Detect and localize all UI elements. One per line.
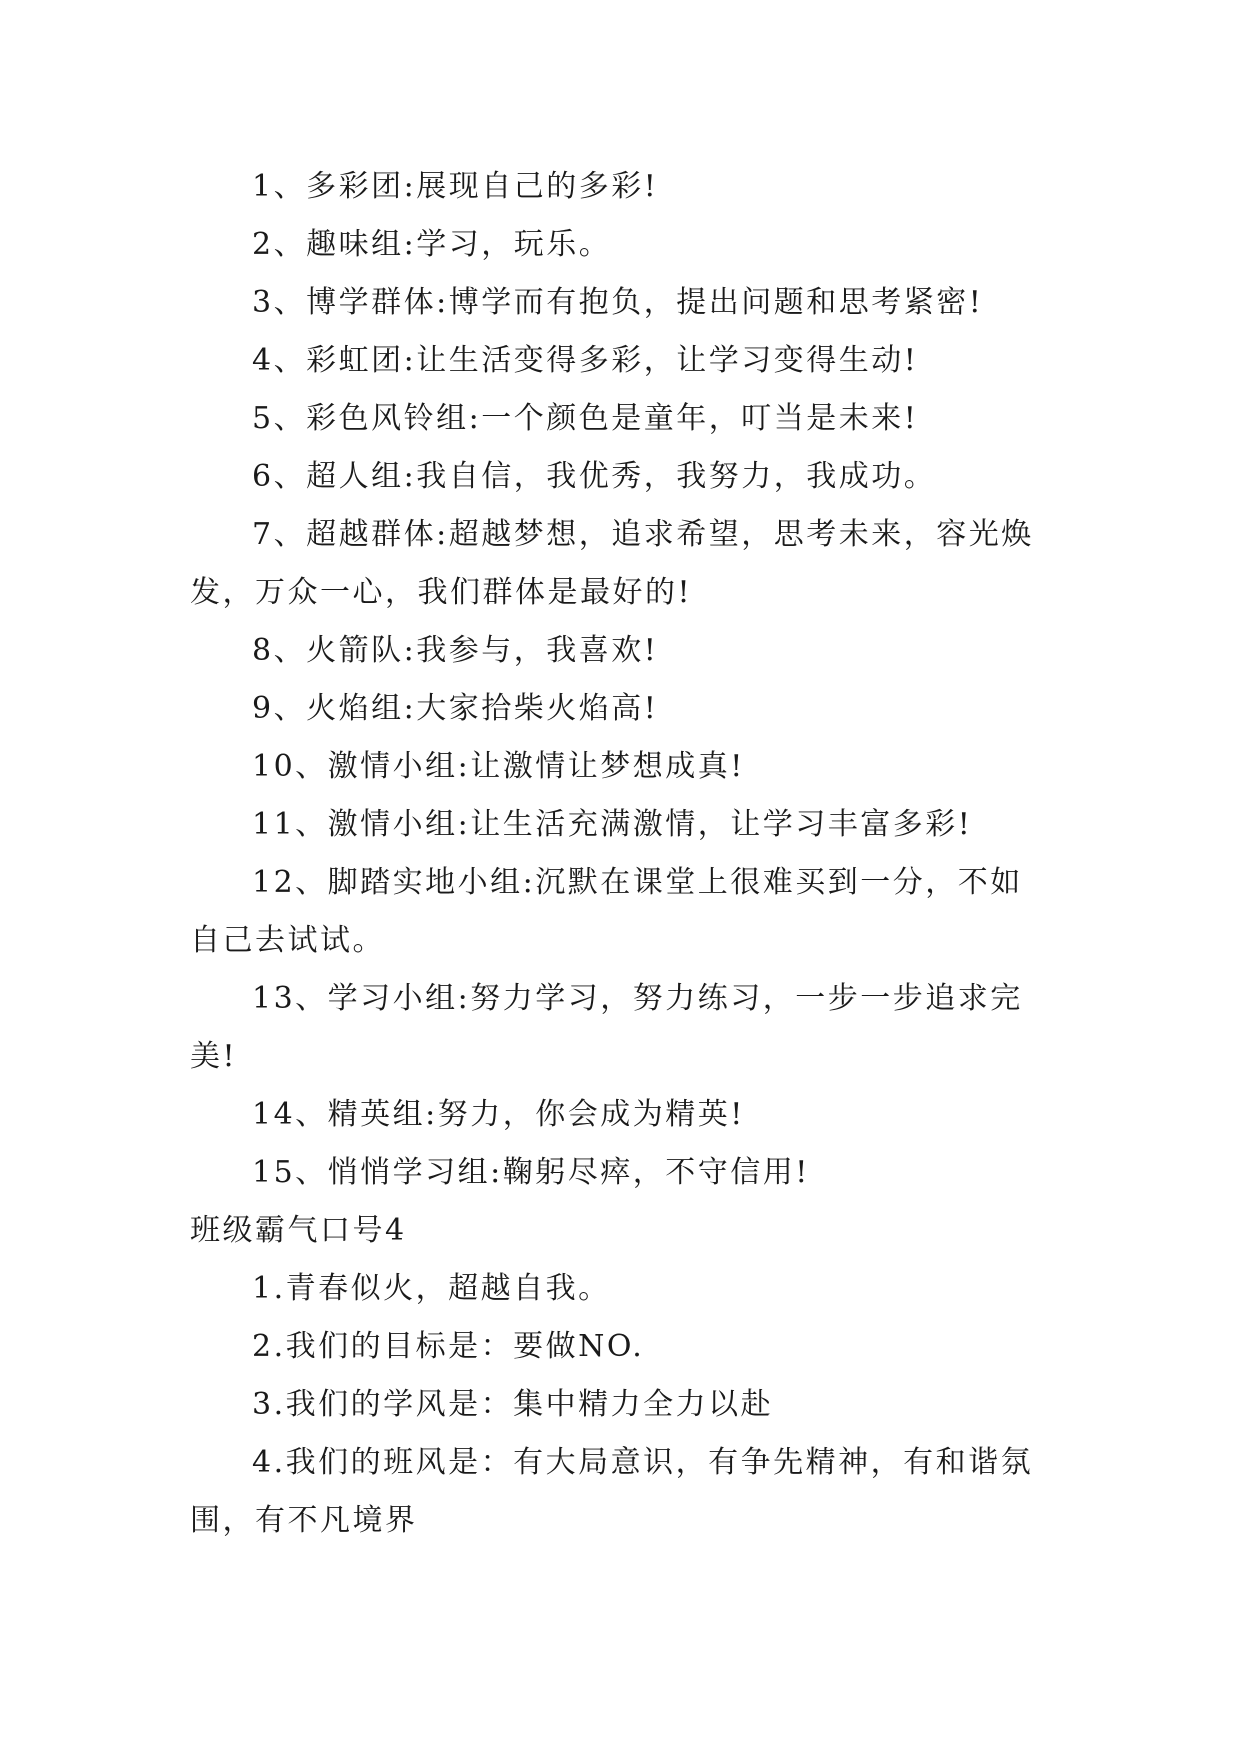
slogan-paragraph-10: 10、激情小组:让激情让梦想成真! xyxy=(252,749,745,784)
slogan-paragraph-1: 1、多彩团:展现自己的多彩! xyxy=(252,169,659,204)
section-paragraph-4: 4.我们的班风是：有大局意识，有争先精神，有和谐氛围，有不凡境界 xyxy=(190,1445,1034,1538)
slogan-paragraph-7: 7、超越群体:超越梦想，追求希望，思考未来，容光焕发，万众一心，我们群体是最好的! xyxy=(190,517,1034,610)
section-paragraph-1: 1.青春似火，超越自我。 xyxy=(252,1271,611,1306)
slogan-paragraph-6: 6、超人组:我自信，我优秀，我努力，我成功。 xyxy=(252,459,937,494)
slogan-paragraph-12: 12、脚踏实地小组:沉默在课堂上很难买到一分，不如自己去试试。 xyxy=(190,865,1023,958)
slogan-paragraph-4: 4、彩虹团:让生活变得多彩，让学习变得生动! xyxy=(252,343,919,378)
slogan-paragraph-3: 3、博学群体:博学而有抱负，提出问题和思考紧密! xyxy=(252,285,984,320)
section-heading: 班级霸气口号4 xyxy=(190,1213,407,1248)
slogan-paragraph-14: 14、精英组:努力，你会成为精英! xyxy=(252,1097,745,1132)
slogan-paragraph-15: 15、悄悄学习组:鞠躬尽瘁，不守信用! xyxy=(252,1155,810,1190)
slogan-paragraph-8: 8、火箭队:我参与，我喜欢! xyxy=(252,633,659,668)
slogan-paragraph-13: 13、学习小组:努力学习，努力练习，一步一步追求完美! xyxy=(190,981,1023,1074)
section-paragraph-3: 3.我们的学风是：集中精力全力以赴 xyxy=(252,1387,774,1422)
slogan-paragraph-2: 2、趣味组:学习，玩乐。 xyxy=(252,227,612,262)
document-body xyxy=(190,158,1052,1550)
slogan-paragraph-11: 11、激情小组:让生活充满激情，让学习丰富多彩! xyxy=(252,807,973,842)
slogan-paragraph-9: 9、火焰组:大家拾柴火焰高! xyxy=(252,691,659,726)
section-paragraph-2: 2.我们的目标是：要做NO. xyxy=(252,1329,645,1364)
slogan-paragraph-5: 5、彩色风铃组:一个颜色是童年，叮当是未来! xyxy=(252,401,919,436)
